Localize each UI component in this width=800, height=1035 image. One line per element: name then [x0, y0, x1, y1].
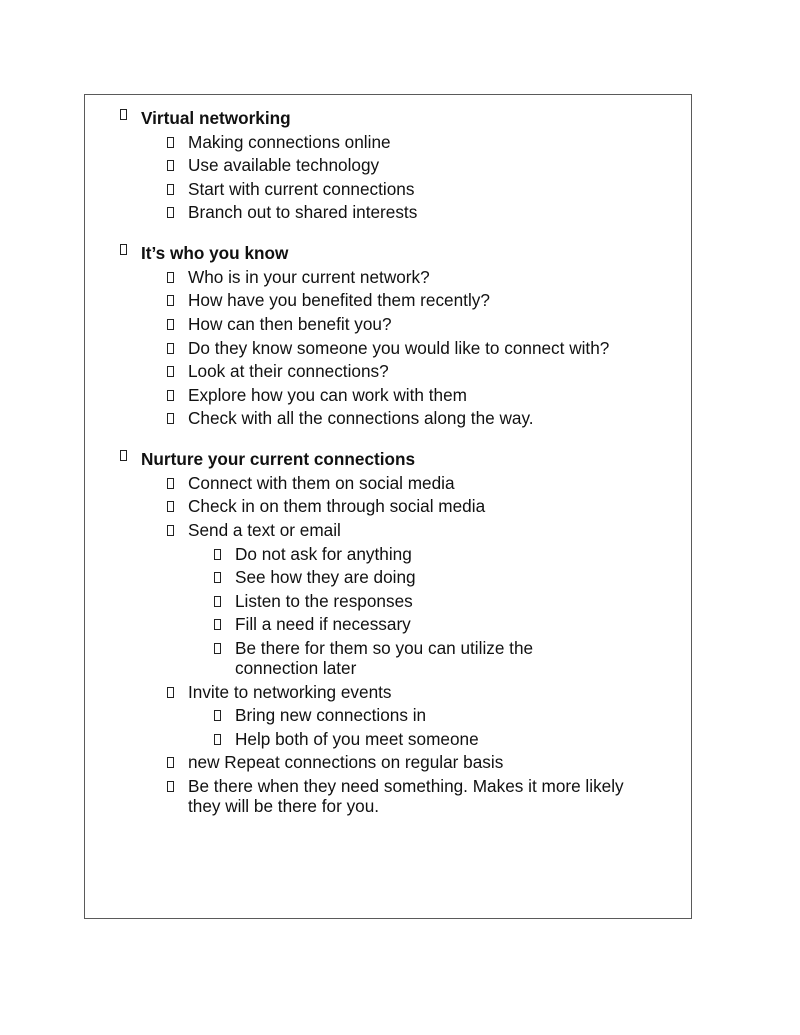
sub-list-item: Bring new connections in — [118, 705, 678, 725]
list-item: Do they know someone you would like to connect with? — [118, 338, 678, 358]
sub-list-item: Do not ask for anything — [118, 544, 678, 564]
sub-list-item: Help both of you meet someone — [118, 729, 678, 749]
list-item: Invite to networking events — [118, 682, 678, 702]
list-item: Explore how you can work with them — [118, 385, 678, 405]
checkbox-icon — [214, 734, 221, 745]
list-item: Look at their connections? — [118, 361, 678, 381]
checkbox-icon — [214, 643, 221, 654]
checkbox-icon — [167, 781, 174, 792]
list-item: Who is in your current network? — [118, 267, 678, 287]
checkbox-icon — [167, 207, 174, 218]
list-item: Branch out to shared interests — [118, 202, 678, 222]
checkbox-icon — [167, 319, 174, 330]
checkbox-icon — [167, 295, 174, 306]
checkbox-icon — [167, 343, 174, 354]
checkbox-icon — [167, 160, 174, 171]
checkbox-icon — [214, 710, 221, 721]
list-item: Start with current connections — [118, 179, 678, 199]
outline-list — [118, 108, 678, 837]
checkbox-icon — [214, 596, 221, 607]
list-item: Connect with them on social media — [118, 473, 678, 493]
checkbox-icon — [167, 272, 174, 283]
sub-list-item: Fill a need if necessary — [118, 614, 678, 634]
list-item: Use available technology — [118, 155, 678, 175]
checkbox-icon — [167, 184, 174, 195]
checkbox-icon — [214, 572, 221, 583]
checkbox-icon — [167, 478, 174, 489]
section-nurture-connections — [118, 449, 678, 816]
checkbox-icon — [167, 390, 174, 401]
checkbox-icon — [214, 619, 221, 630]
list-item: Be there when they need something. Makes it more likely they will be there for you. — [118, 776, 658, 816]
list-item: How can then benefit you? — [118, 314, 678, 334]
sub-list-item: Be there for them so you can utilize the connection later — [118, 638, 555, 678]
list-item: new Repeat connections on regular basis — [118, 752, 678, 772]
list-item: Check in on them through social media — [118, 496, 678, 516]
sub-list-item: See how they are doing — [118, 567, 678, 587]
checkbox-icon — [167, 366, 174, 377]
checkbox-icon — [167, 137, 174, 148]
checkbox-icon — [167, 525, 174, 536]
checkbox-icon — [167, 413, 174, 424]
list-item: Send a text or email — [118, 520, 678, 540]
checkbox-icon — [167, 757, 174, 768]
checkbox-icon — [214, 549, 221, 560]
section-heading: Virtual networking — [118, 108, 678, 128]
section-heading: It’s who you know — [118, 243, 678, 263]
section-virtual-networking — [118, 108, 678, 222]
list-item: How have you benefited them recently? — [118, 290, 678, 310]
checkbox-icon — [167, 687, 174, 698]
checkbox-icon — [120, 244, 127, 255]
section-heading: Nurture your current connections — [118, 449, 678, 469]
section-its-who-you-know — [118, 243, 678, 428]
checkbox-icon — [167, 501, 174, 512]
checkbox-icon — [120, 450, 127, 461]
sub-list-item: Listen to the responses — [118, 591, 678, 611]
list-item: Check with all the connections along the way. — [118, 408, 678, 428]
list-item: Making connections online — [118, 132, 678, 152]
checkbox-icon — [120, 109, 127, 120]
